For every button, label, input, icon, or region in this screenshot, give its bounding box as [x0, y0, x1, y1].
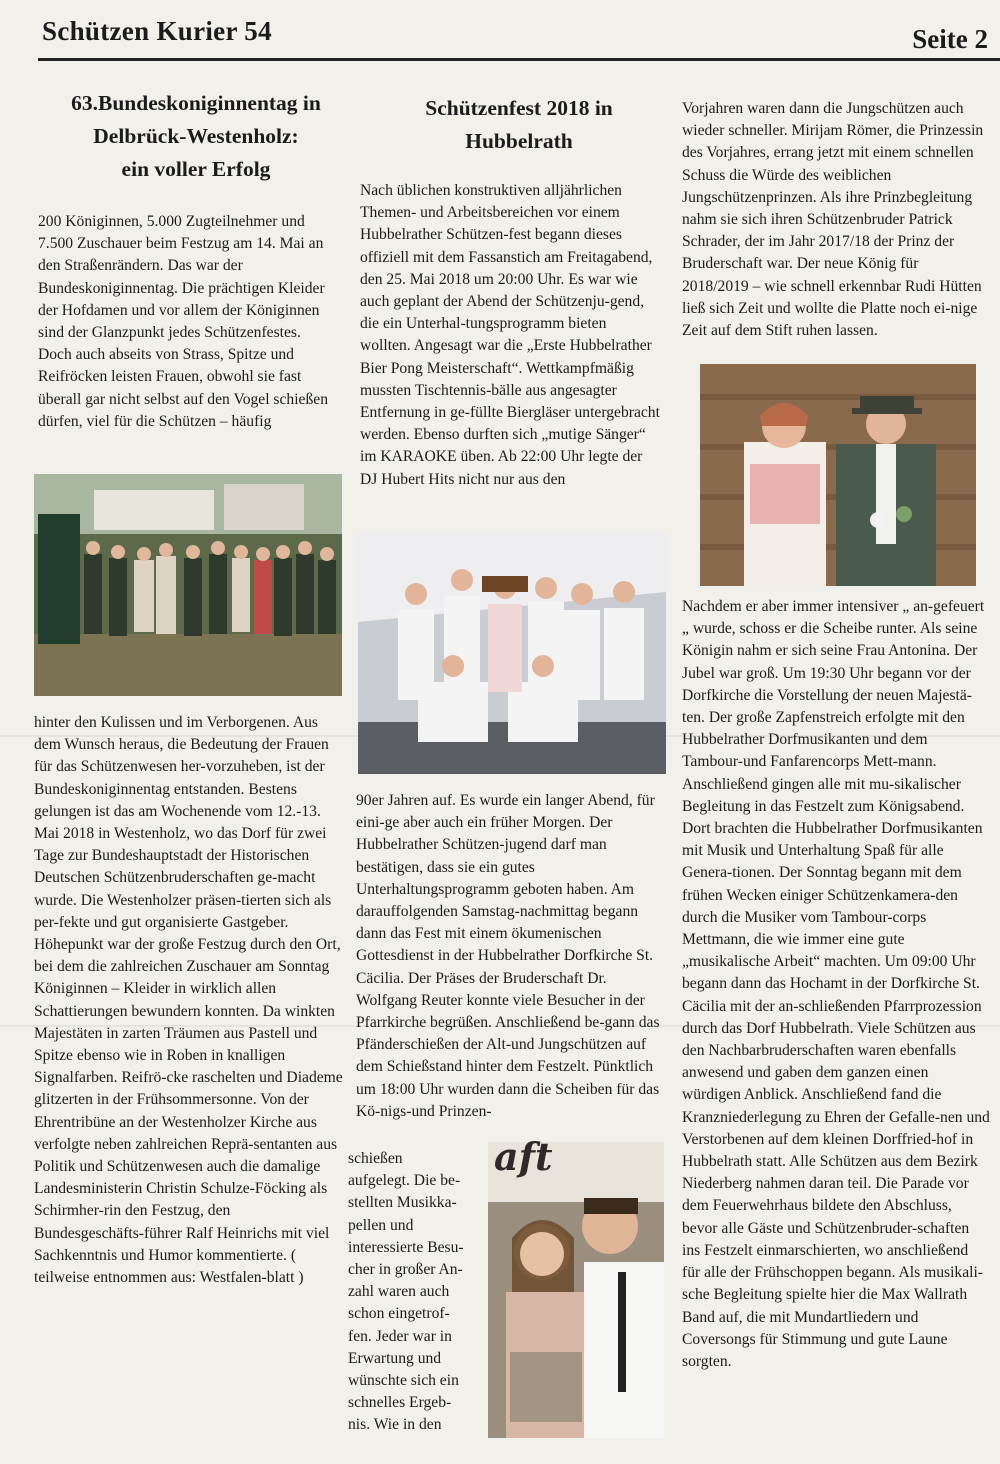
article1-body-part1: 200 Königinnen, 5.000 Zugteilnehmer und 7.500 Zuschauer beim Festzug am 14. Mai an den Straßenrändern. Das war der Bundeskoniginnentag. Die prächtigen Kleider der Hofdamen und vor allem der Königinnen sind der Glanzpunkt jedes Schützenfestes. Doch auch abseits von Strass, Spitze und Reifröcken leisten Frauen, obwohl sie fast überall gar nicht selbst auf den Vogel schießen dürfen, viel für die Schützen – häufig — [38, 213, 328, 430]
article2-title: Schützenfest 2018 in Hubbelrath — [425, 96, 613, 153]
photo-queens-parade — [34, 474, 342, 696]
header-rule — [38, 58, 1000, 61]
newsletter-title: Schützen Kurier 54 — [42, 16, 272, 46]
photo-young-marksmen — [358, 532, 666, 774]
article1-title: 63.Bundeskoniginnentag in Delbrück-Westenholz: ein voller Erfolg — [71, 91, 321, 181]
article1-body-part2: hinter den Kulissen und im Verborgenen. Aus dem Wunsch heraus, die Bedeutung der Frauen für das Schützenwesen her-vorzuheben, ist der Bundeskoniginnentag entstanden. Bestens gelungen ist das am Wochenende vom 12.-13. Mai 2018 in Westenholz, wo das Dorf für zwei Tage zur Bundeshauptstadt der Historischen Deutschen Schützenbruderschaften ge-macht wurde. Die Westenholzer präsen-tierten sich als per-fekte und gut organisierte Gastgeber. Höhepunkt war der große Festzug durch den Ort, bei dem die zahlreichen Zuschauer am Sonntag Königinnen – Kleider in wirklich allen Schattierungen bewundern konnten. Da winkten Majestäten in zarten Träumen aus Pastell und Spitze ebenso wie in Roben in knalligen Signalfarben. Reifrö-cke raschelten und Diademe glitzerten in der Frühsommersonne. Von der Ehrentribüne an der Westenholzer Kirche aus verfolgte neben zahlreichen Reprä-sentanten aus Politik und Schützenwesen auch die damalige Landesministerin Christin Schulze-Föcking als Schirmher-rin den Festzug, den Bundesgeschäfts-führer Ralf Heinrichs mit viel Sachkenntnis und Humor kommentierte. ( teilweise entnommen aus: Westfalen-blatt ) — [34, 714, 343, 1287]
page-number: Seite 2 — [912, 24, 988, 54]
photo-sign-text: aft — [494, 1134, 553, 1179]
article2-body-part3: schießen aufgelegt. Die be- stellten Musikka- pellen und interessierte Besu- cher in großer An- zahl waren auch schon eingetrof- fen. Jeder war in Erwartung und wünschte sich ein schnelles Ergeb- nis. Wie in den — [348, 1150, 464, 1434]
article2-body-part2: 90er Jahren auf. Es wurde ein langer Abend, für eini-ge aber auch ein früher Morgen. Der Hubbelrather Schützen-jugend darf man bestätigen, dass sie ein gutes Unterhaltungsprogramm geboten haben. Am darauffolgenden Samstag-nachmittag begann dann das Fest mit einem ökumenischen Gottesdienst in der Hubbelrather Dorfkirche St. Cäcilia. Der Präses der Bruderschaft Dr. Wolfgang Reuter konnte viele Besucher in der Pfarrkirche begrüßen. Anschließend be-gann das Pfänderschießen der Alt-und Jungschützen auf dem Schießstand hinter dem Festzelt. Pünktlich um 18:00 Uhr wurden dann die Scheiben für das Kö-nigs-und Prinzen- — [356, 792, 660, 1120]
photo-king-queen — [700, 364, 976, 586]
article3-body-part2: Nachdem er aber immer intensiver „ an-gefeuert „ wurde, schoss er die Scheibe runter. Als seine Königin nahm er sich seine Frau Antonina. Der Jubel war groß. Um 19:30 Uhr begann vor der Dorfkirche die Vorstellung der neuen Majestä-ten. Der große Zapfenstreich erfolgte mit den Hubbelrather Dorfmusikanten und dem Tambour-und Fanfarencorps Mett-mann. Anschließend gingen alle mit mu-sikalischer Begleitung in das Festzelt zum Königsabend. Dort brachten die Hubbelrather Dorfmusikanten mit Musik und Unterhaltung Spaß für alle Genera-tionen. Der Sonntag begann mit dem frühen Wecken einiger Schützenkamera-den durch die Musiker vom Tambour-corps Mettmann, die wie immer eine gute „musikalische Arbeit“ machten. Um 09:00 Uhr begann dann das Hochamt in der Dorfkirche St. Cäcilia mit der an-schließenden Pfarrprozession durch das Dorf Hubbelrath. Viele Schützen aus den Nachbarbruderschaften waren ebenfalls anwesend und gaben dem ganzen einen würdigen Anblick. Anschließend fand die Kranzniederlegung zu Ehren der Gefalle-nen und Verstorbenen auf dem kleinen Dorffried-hof in Hubbelrath statt. Alle Schützen aus dem Bezirk Niederberg nahmen daran teil. Die Parade vor dem Feuerwehrhaus bildete den Abschluss, bevor alle Gäste und Schützenbruder-schaften ins Festzelt einmarschierten, wo anschließend für alle der Frühschoppen begann. Als musikali-sche Begleitung spielte hier die Max Wallrath Band auf, die mit Mundartliedern und Coversongs für Stimmung und gute Laune sorgten. — [682, 598, 990, 1370]
article3-body-part1: Vorjahren waren dann die Jungschützen auch wieder schneller. Mirijam Römer, die Prinzessin des Vorjahres, errang jetzt mit einem schnellen Schuss die Würde des weiblichen Jungschützenprinzen. Als ihre Prinzbegleitung nahm sie sich ihren Schützenbruder Patrick Schrader, der im Jahr 2017/18 der Prinz der Bruderschaft war. Der neue König für 2018/2019 – wie schnell erkennbar Rudi Hütten ließ sich Zeit und wollte die Platte noch ei-nige Zeit auf dem Stift ruhen lassen. — [682, 100, 984, 340]
photo-prince-princess — [488, 1142, 664, 1438]
article2-body-part1: Nach üblichen konstruktiven alljährlichen Themen- und Arbeitsbereichen vor einem Hubbelrather Schützen-fest begann dieses offiziell mit dem Fassanstich am Freitagabend, den 25. Mai 2018 um 20:00 Uhr. Es war wie auch geplant der Abend der Schützenju-gend, die ein Unterhal-tungsprogramm bieten wollten. Angesagt war die „Erste Hubbelrather Bier Pong Meisterschaft“. Wettkampfmäßig mussten Tischtennis-bälle aus angesagter Entfernung in ge-füllte Biergläser untergebracht werden. Ebenso durften sich „mutige Sänger“ im KARAOKE üben. Ab 22:00 Uhr legte der DJ Hubert Hits nicht nur aus den — [360, 182, 660, 488]
